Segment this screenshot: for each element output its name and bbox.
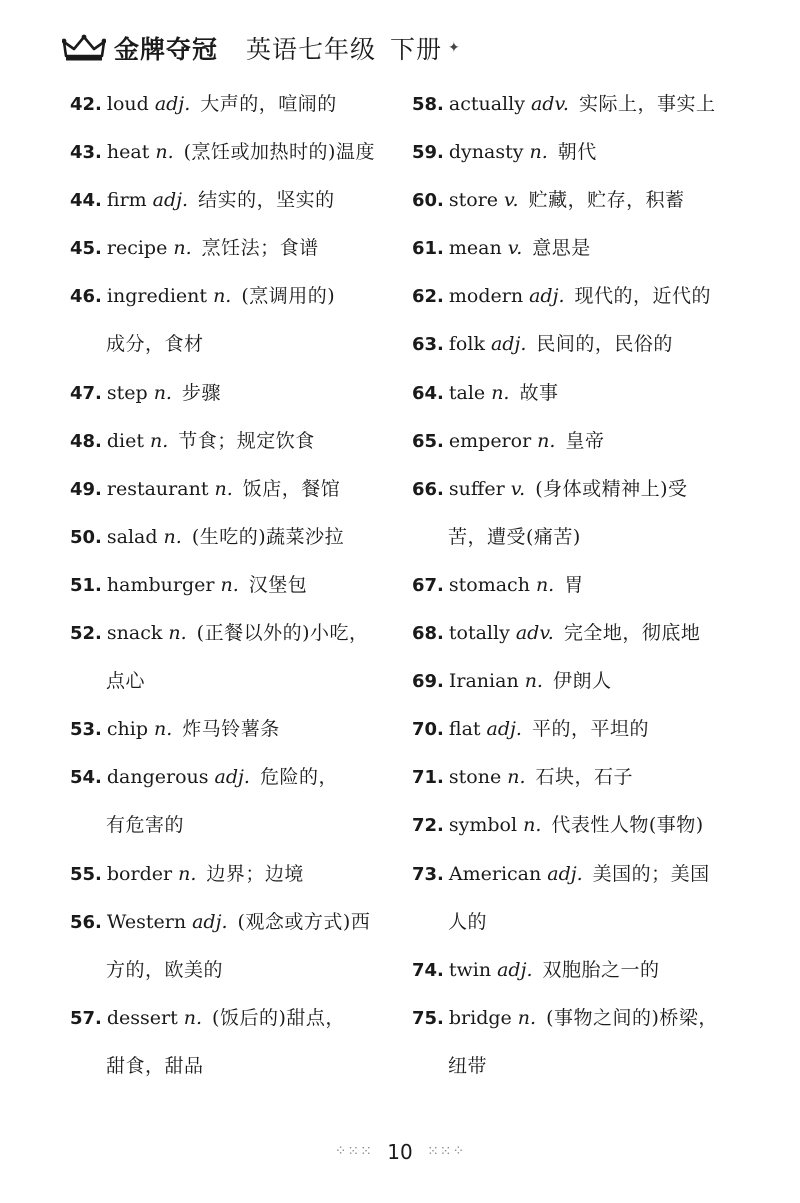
vocab-entry xyxy=(70,994,400,1042)
vocab-entry xyxy=(70,369,400,417)
entry-definition-continued: 成分，食材 xyxy=(106,333,204,356)
entry-pos: n. xyxy=(213,285,232,308)
entry-number: 69. xyxy=(412,671,444,693)
vocab-entry xyxy=(412,224,752,272)
entry-definition: 民间的，民俗的 xyxy=(536,333,673,356)
entry-definition-continued: 方的，欧美的 xyxy=(106,958,224,981)
entry-number: 53. xyxy=(70,719,102,741)
entry-number: 56. xyxy=(70,911,102,933)
vocab-entry xyxy=(412,465,752,513)
vocab-entry xyxy=(70,561,400,609)
entry-number: 42. xyxy=(70,94,102,115)
vocab-entry xyxy=(412,320,752,368)
vocab-entry xyxy=(412,272,752,320)
entry-pos: n. xyxy=(517,1006,537,1029)
vocab-entry xyxy=(412,801,752,849)
entry-definition: 平的，平坦的 xyxy=(531,718,649,741)
entry-number: 54. xyxy=(70,767,102,789)
entry-number: 58. xyxy=(412,94,444,115)
entry-definition: 现代的，近代的 xyxy=(574,285,712,308)
entry-pos: v. xyxy=(507,237,523,260)
vocab-entry xyxy=(412,994,752,1042)
entry-definition: 实际上，事实上 xyxy=(578,93,716,115)
vocab-entry xyxy=(412,850,752,898)
entry-number: 73. xyxy=(412,863,444,885)
entry-pos: v. xyxy=(510,477,526,500)
entry-pos: n. xyxy=(529,141,548,164)
entry-word: firm xyxy=(106,189,147,212)
entry-pos: adj. xyxy=(152,189,189,212)
entry-definition-continued: 人的 xyxy=(448,910,488,933)
entry-definition-continued: 有危害的 xyxy=(106,814,185,837)
entry-word: mean xyxy=(448,237,502,260)
vocab-entry xyxy=(412,176,752,224)
vocab-entry xyxy=(412,561,752,609)
entry-definition: 意思是 xyxy=(532,237,591,260)
vocab-entry xyxy=(70,753,400,801)
entry-definition: (正餐以外的)小吃， xyxy=(196,622,369,645)
entry-word: Iranian xyxy=(448,670,519,693)
entry-pos: n. xyxy=(491,381,510,404)
brand-title: 金牌夺冠 xyxy=(114,35,219,64)
subject-title: 英语七年级 xyxy=(246,35,377,64)
entry-pos: v. xyxy=(504,189,519,212)
entry-number: 46. xyxy=(70,286,102,308)
entry-word: restaurant xyxy=(106,477,209,500)
entry-word: emperor xyxy=(448,429,532,452)
entry-word: folk xyxy=(448,333,485,356)
entry-pos: adj. xyxy=(154,93,191,115)
entry-definition-continued: 苦，遭受(痛苦) xyxy=(448,525,581,548)
entry-pos: n. xyxy=(154,718,173,741)
entry-number: 71. xyxy=(412,767,444,789)
entry-pos: n. xyxy=(524,670,543,693)
entry-word: store xyxy=(448,189,499,212)
entry-number: 57. xyxy=(70,1007,102,1029)
entry-definition: 胃 xyxy=(564,573,584,596)
entry-word: dessert xyxy=(106,1006,178,1029)
entry-number: 59. xyxy=(412,142,444,164)
vocab-entry xyxy=(70,513,400,561)
vocab-entry xyxy=(70,609,400,657)
dots-decoration-icon: ⁘⁙⁙ xyxy=(334,1143,373,1160)
entry-definition: (烹调用的) xyxy=(241,285,336,308)
entry-word: suffer xyxy=(448,477,505,500)
entry-definition: 结实的，坚实的 xyxy=(198,189,335,212)
entry-pos: n. xyxy=(168,622,187,645)
entry-definition: (烹饪或加热时的)温度 xyxy=(183,141,375,164)
entry-pos: n. xyxy=(214,477,233,500)
entry-word: chip xyxy=(106,718,149,741)
entry-word: salad xyxy=(106,525,158,548)
entry-definition: 贮藏，贮存，积蓄 xyxy=(528,189,685,212)
entry-pos: n. xyxy=(150,429,169,452)
entry-definition: 皇帝 xyxy=(565,429,605,452)
entry-pos: n. xyxy=(178,862,197,885)
entry-pos: n. xyxy=(153,381,172,404)
entry-word: modern xyxy=(448,285,524,308)
entry-word: flat xyxy=(448,718,481,741)
entry-word: recipe xyxy=(106,237,168,260)
entry-definition: 饭店，餐馆 xyxy=(242,477,341,500)
entry-number: 72. xyxy=(412,815,444,837)
entry-word: symbol xyxy=(448,814,518,837)
dots-decoration-icon: ⁙⁙⁘ xyxy=(427,1143,466,1160)
volume-label: 下册 xyxy=(390,35,443,64)
entry-number: 68. xyxy=(412,623,444,645)
vocab-entry xyxy=(70,705,400,753)
entry-definition: 朝代 xyxy=(557,141,597,164)
entry-word: dynasty xyxy=(448,141,524,164)
entry-pos: n. xyxy=(535,573,555,596)
entry-pos: n. xyxy=(183,1006,203,1029)
vocab-entry xyxy=(70,850,400,898)
entry-pos: adj. xyxy=(529,285,565,308)
vocab-entry xyxy=(70,465,400,513)
entry-word: heat xyxy=(106,141,150,164)
vocab-column-left xyxy=(70,80,400,1090)
entry-pos: adj. xyxy=(497,958,533,981)
entry-number: 43. xyxy=(70,142,102,164)
entry-number: 50. xyxy=(70,526,102,548)
vocab-column-right xyxy=(412,80,752,1090)
entry-pos: n. xyxy=(523,814,542,837)
entry-pos: adv. xyxy=(530,93,569,115)
entry-definition: 汉堡包 xyxy=(248,573,308,596)
entry-definition: 完全地，彻底地 xyxy=(563,622,701,645)
entry-definition: 危险的， xyxy=(259,766,338,789)
vocab-entry xyxy=(412,369,752,417)
entry-pos: n. xyxy=(173,237,192,260)
vocab-entry xyxy=(70,272,400,320)
entry-definition: (观念或方式)西 xyxy=(237,910,371,933)
vocab-entry xyxy=(70,80,400,128)
page-number: 10 xyxy=(387,1139,413,1164)
entry-definition: (身体或精神上)受 xyxy=(535,477,688,500)
entry-word: bridge xyxy=(448,1006,512,1029)
entry-word: American xyxy=(448,862,542,885)
entry-definition-continued: 点心 xyxy=(106,670,146,693)
entry-word: ingredient xyxy=(106,285,208,308)
entry-definition: 美国的；美国 xyxy=(592,862,710,885)
vocab-entry xyxy=(70,898,400,946)
entry-word: loud xyxy=(106,93,149,115)
entry-definition: 边界；边境 xyxy=(206,862,304,885)
entry-pos: n. xyxy=(163,525,182,548)
entry-definition: 故事 xyxy=(519,381,559,404)
entry-definition: 步骤 xyxy=(181,381,221,404)
entry-pos: adj. xyxy=(490,333,527,356)
entry-number: 52. xyxy=(70,623,102,645)
vocab-entry xyxy=(70,417,400,465)
vocab-entry xyxy=(70,224,400,272)
entry-number: 66. xyxy=(412,478,444,500)
vocab-entry xyxy=(70,176,400,224)
entry-number: 45. xyxy=(70,238,102,260)
entry-number: 60. xyxy=(412,190,444,212)
entry-definition: 大声的，喧闹的 xyxy=(200,93,337,115)
entry-pos: n. xyxy=(537,429,556,452)
entry-word: totally xyxy=(448,622,510,645)
entry-definition-continued: 纽带 xyxy=(448,1054,488,1077)
entry-word: actually xyxy=(448,93,525,115)
entry-number: 63. xyxy=(412,334,444,356)
entry-number: 65. xyxy=(412,430,444,452)
entry-word: border xyxy=(106,862,173,885)
entry-number: 70. xyxy=(412,719,444,741)
crown-icon xyxy=(62,34,106,62)
entry-word: stomach xyxy=(448,573,530,596)
page-header xyxy=(62,28,742,68)
entry-number: 48. xyxy=(70,430,102,452)
entry-number: 49. xyxy=(70,478,102,500)
entry-pos: adv. xyxy=(515,622,554,645)
entry-definition: 石块，石子 xyxy=(535,766,633,789)
entry-pos: adj. xyxy=(214,766,250,789)
entry-number: 61. xyxy=(412,238,444,260)
entry-number: 55. xyxy=(70,863,102,885)
entry-pos: n. xyxy=(155,141,174,164)
entry-definition: (生吃的)蔬菜沙拉 xyxy=(191,525,345,548)
entry-word: Western xyxy=(106,910,187,933)
vocab-entry xyxy=(412,657,752,705)
entry-definition: (饭后的)甜点， xyxy=(212,1006,345,1029)
entry-definition: 伊朗人 xyxy=(552,670,612,693)
vocab-entry xyxy=(412,609,752,657)
entry-number: 47. xyxy=(70,382,102,404)
entry-definition: 烹饪法；食谱 xyxy=(201,237,319,260)
entry-number: 67. xyxy=(412,574,444,596)
entry-definition: (事物之间的)桥梁， xyxy=(546,1006,718,1029)
entry-pos: n. xyxy=(220,573,239,596)
entry-pos: adj. xyxy=(547,862,583,885)
vocab-entry xyxy=(412,705,752,753)
vocab-entry xyxy=(412,417,752,465)
entry-definition: 双胞胎之一的 xyxy=(542,958,660,981)
entry-word: dangerous xyxy=(106,766,209,789)
entry-word: hamburger xyxy=(106,573,215,596)
entry-definition: 炸马铃薯条 xyxy=(182,718,280,741)
entry-definition: 节食；规定饮食 xyxy=(178,429,315,452)
entry-number: 44. xyxy=(70,190,102,212)
vocab-entry xyxy=(412,946,752,994)
entry-definition: 代表性人物(事物) xyxy=(551,814,704,837)
vocab-entry xyxy=(412,128,752,176)
entry-word: diet xyxy=(106,429,145,452)
entry-definition-continued: 甜食，甜品 xyxy=(106,1054,204,1077)
vocab-entry xyxy=(70,128,400,176)
entry-pos: n. xyxy=(507,766,526,789)
vocab-entry xyxy=(412,80,752,128)
entry-number: 75. xyxy=(412,1007,444,1029)
entry-number: 74. xyxy=(412,959,444,981)
sparkle-icon: ✦ xyxy=(448,40,460,56)
page-footer xyxy=(0,1138,800,1164)
entry-word: tale xyxy=(448,381,486,404)
entry-number: 51. xyxy=(70,574,102,596)
entry-word: snack xyxy=(106,622,163,645)
entry-number: 64. xyxy=(412,382,444,404)
entry-pos: adj. xyxy=(486,718,522,741)
entry-word: twin xyxy=(448,958,492,981)
entry-word: stone xyxy=(448,766,502,789)
entry-number: 62. xyxy=(412,286,444,308)
entry-word: step xyxy=(106,381,148,404)
vocab-entry xyxy=(412,753,752,801)
entry-pos: adj. xyxy=(192,910,228,933)
